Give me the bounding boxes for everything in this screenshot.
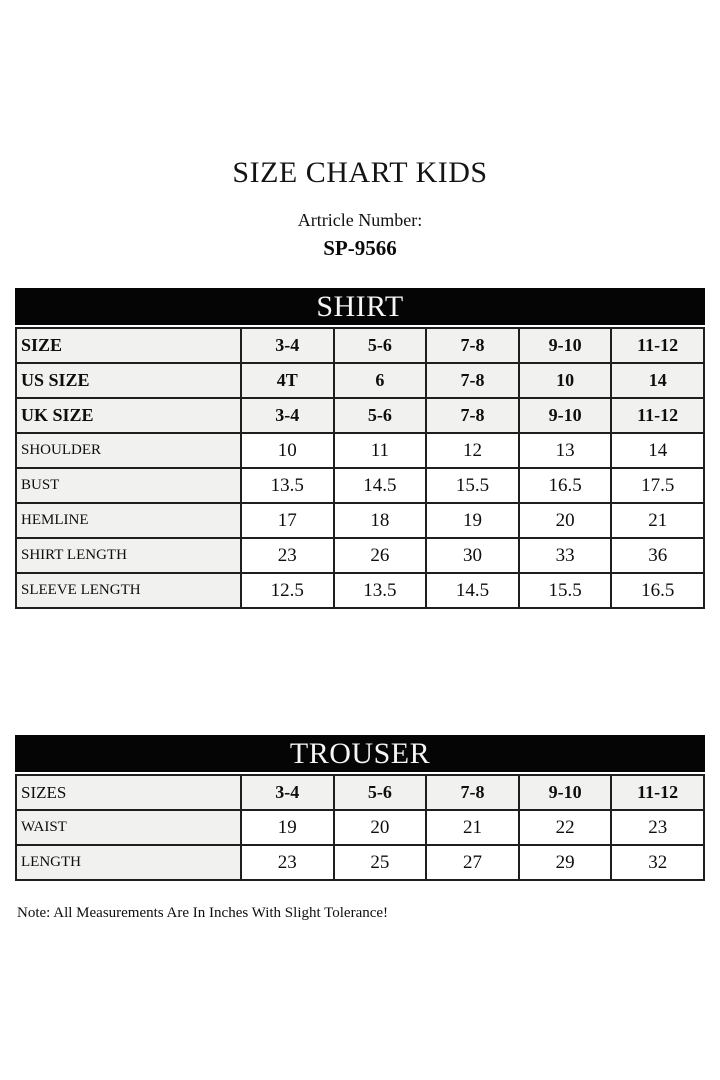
row-label-cell: US SIZE: [16, 363, 241, 398]
value-cell: 16.5: [519, 468, 612, 503]
value-cell: 21: [426, 810, 519, 845]
value-cell: 32: [611, 845, 704, 880]
value-cell: 5-6: [334, 328, 427, 363]
value-cell: 7-8: [426, 328, 519, 363]
measurement-note: Note: All Measurements Are In Inches With Slight Tolerance!: [17, 905, 389, 921]
row-label-cell: SLEEVE LENGTH: [16, 573, 241, 608]
row-label-cell: HEMLINE: [16, 503, 241, 538]
table-row: [16, 468, 704, 503]
value-cell: 17.5: [611, 468, 704, 503]
value-cell: 10: [241, 433, 334, 468]
value-cell: 3-4: [241, 328, 334, 363]
row-label-cell: BUST: [16, 468, 241, 503]
value-cell: 11: [334, 433, 427, 468]
value-cell: 3-4: [241, 398, 334, 433]
value-cell: 22: [519, 810, 612, 845]
value-cell: 5-6: [334, 398, 427, 433]
row-label-cell: SIZE: [16, 328, 241, 363]
value-cell: 11-12: [611, 398, 704, 433]
value-cell: 3-4: [241, 775, 334, 810]
article-number-label: Artricle Number:: [297, 210, 423, 230]
table-row: [16, 363, 704, 398]
value-cell: 10: [519, 363, 612, 398]
value-cell: 16.5: [611, 573, 704, 608]
row-label-cell: SIZES: [16, 775, 241, 810]
value-cell: 13.5: [241, 468, 334, 503]
value-cell: 9-10: [519, 328, 612, 363]
table-row: [16, 328, 704, 363]
value-cell: 11-12: [611, 328, 704, 363]
value-cell: 33: [519, 538, 612, 573]
value-cell: 15.5: [519, 573, 612, 608]
value-cell: 30: [426, 538, 519, 573]
value-cell: 19: [426, 503, 519, 538]
table-row: [16, 573, 704, 608]
value-cell: 11-12: [611, 775, 704, 810]
page-title: SIZE CHART KIDS: [232, 156, 488, 189]
trouser-table: [15, 774, 705, 881]
value-cell: 36: [611, 538, 704, 573]
shirt-table-title: SHIRT: [15, 288, 705, 325]
value-cell: 26: [334, 538, 427, 573]
value-cell: 7-8: [426, 775, 519, 810]
row-label-cell: UK SIZE: [16, 398, 241, 433]
value-cell: 14.5: [334, 468, 427, 503]
value-cell: 7-8: [426, 398, 519, 433]
row-label-cell: LENGTH: [16, 845, 241, 880]
value-cell: 12.5: [241, 573, 334, 608]
value-cell: 27: [426, 845, 519, 880]
value-cell: 23: [241, 845, 334, 880]
trouser-table-title: TROUSER: [15, 735, 705, 772]
value-cell: 17: [241, 503, 334, 538]
row-label-cell: SHOULDER: [16, 433, 241, 468]
value-cell: 13.5: [334, 573, 427, 608]
value-cell: 4T: [241, 363, 334, 398]
value-cell: 6: [334, 363, 427, 398]
article-number-value: SP-9566: [323, 236, 397, 260]
value-cell: 14: [611, 433, 704, 468]
value-cell: 5-6: [334, 775, 427, 810]
value-cell: 9-10: [519, 398, 612, 433]
shirt-section: [15, 288, 705, 609]
table-row: [16, 398, 704, 433]
trouser-section: [15, 735, 705, 881]
value-cell: 25: [334, 845, 427, 880]
value-cell: 14.5: [426, 573, 519, 608]
value-cell: 21: [611, 503, 704, 538]
value-cell: 29: [519, 845, 612, 880]
table-row: [16, 845, 704, 880]
value-cell: 18: [334, 503, 427, 538]
value-cell: 19: [241, 810, 334, 845]
table-row: [16, 810, 704, 845]
value-cell: 23: [611, 810, 704, 845]
table-row: [16, 433, 704, 468]
value-cell: 20: [334, 810, 427, 845]
shirt-table: [15, 327, 705, 609]
table-row: [16, 775, 704, 810]
row-label-cell: WAIST: [16, 810, 241, 845]
value-cell: 20: [519, 503, 612, 538]
value-cell: 9-10: [519, 775, 612, 810]
value-cell: 15.5: [426, 468, 519, 503]
value-cell: 23: [241, 538, 334, 573]
value-cell: 14: [611, 363, 704, 398]
value-cell: 7-8: [426, 363, 519, 398]
table-row: [16, 538, 704, 573]
value-cell: 12: [426, 433, 519, 468]
table-row: [16, 503, 704, 538]
row-label-cell: SHIRT LENGTH: [16, 538, 241, 573]
value-cell: 13: [519, 433, 612, 468]
